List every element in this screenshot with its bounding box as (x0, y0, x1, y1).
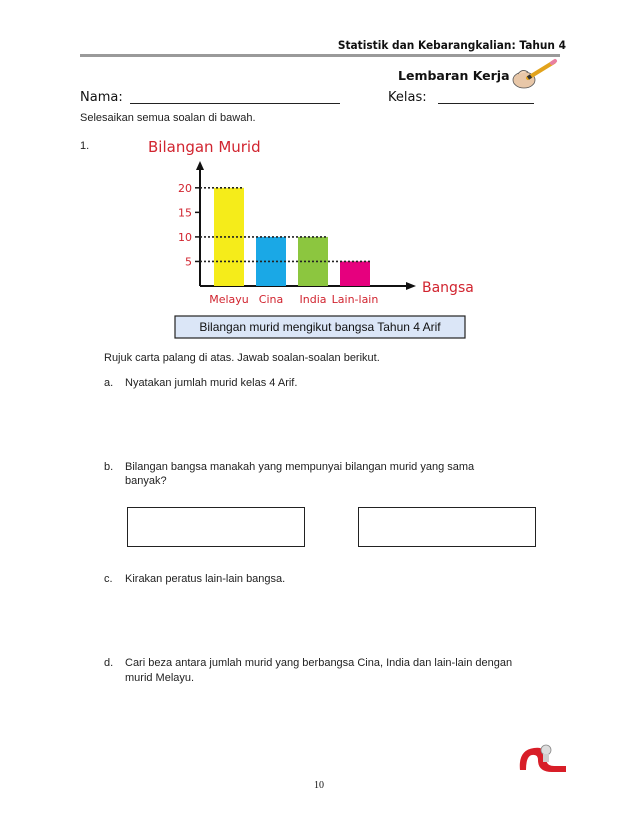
question-c-letter: c. (104, 573, 113, 585)
question-number: 1. (80, 140, 90, 152)
page-number: 10 (314, 780, 324, 791)
red-curl-mascot-icon (516, 740, 568, 774)
chart-caption: Bilangan murid mengikut bangsa Tahun 4 Arif (199, 320, 441, 334)
x-tick-label-cina: Cina (258, 293, 284, 306)
worksheet-label: Lembaran Kerja (398, 68, 510, 83)
bar-lain-lain (340, 261, 370, 286)
answer-box-left[interactable] (127, 507, 305, 547)
y-tick-label-5: 5 (185, 255, 192, 269)
question-b-text-line2: banyak? (125, 475, 167, 487)
chart-title: Bilangan Murid (148, 138, 261, 156)
x-tick-label-india: India (299, 293, 327, 306)
question-b-text-line1: Bilangan bangsa manakah yang mempunyai bilangan murid yang sama (125, 461, 475, 473)
y-axis-arrow (196, 161, 204, 170)
question-d-letter: d. (104, 657, 114, 669)
answer-box-right[interactable] (358, 507, 536, 547)
pencil-hand-icon (508, 58, 558, 92)
question-b-letter: b. (104, 461, 114, 473)
intro-text: Rujuk carta palang di atas. Jawab soalan-soalan berikut. (104, 352, 380, 364)
x-axis-arrow (406, 282, 416, 290)
x-tick-label-melayu: Melayu (209, 293, 249, 306)
x-axis-label: Bangsa (422, 280, 474, 296)
bar-chart (140, 130, 480, 345)
question-d-text-line2: murid Melayu. (125, 672, 195, 684)
question-a-letter: a. (104, 377, 114, 389)
name-line (130, 103, 340, 104)
page-header-title: Statistik dan Kebarangkalian: Tahun 4 (337, 38, 566, 52)
class-line (438, 103, 534, 104)
y-tick-label-20: 20 (178, 181, 192, 195)
x-tick-label-lain-lain: Lain-lain (331, 293, 379, 306)
instruction-text: Selesaikan semua soalan di bawah. (80, 112, 256, 124)
question-d-text-line1: Cari beza antara jumlah murid yang berbangsa Cina, India dan lain-lain dengan (125, 657, 513, 669)
question-a-text: Nyatakan jumlah murid kelas 4 Arif. (125, 377, 298, 389)
y-tick-label-10: 10 (178, 230, 192, 244)
class-label: Kelas: (388, 90, 427, 105)
name-label: Nama: (80, 90, 123, 105)
header-rule (80, 54, 560, 57)
question-c-text: Kirakan peratus lain-lain bangsa. (125, 573, 286, 585)
y-tick-label-15: 15 (178, 206, 192, 220)
